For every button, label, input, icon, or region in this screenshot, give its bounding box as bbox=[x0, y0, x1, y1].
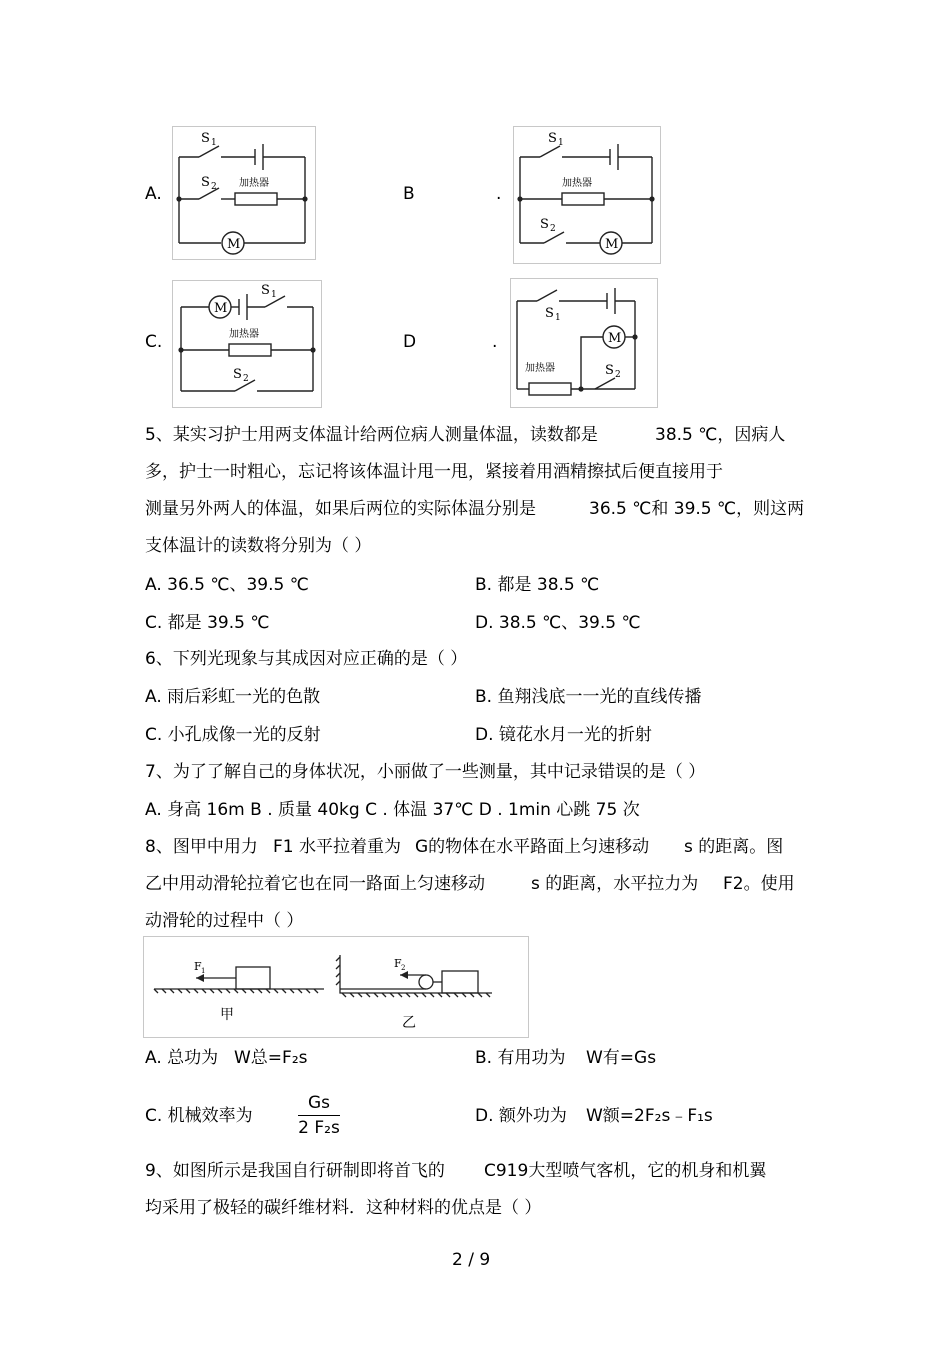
q8-option-a-formula: W总=F₂s bbox=[234, 1048, 308, 1068]
s1-subscript: 1 bbox=[558, 138, 564, 148]
q8-stem-line1-part2: F1 水平拉着重为 bbox=[273, 837, 401, 857]
q6-option-c: C. 小孔成像一光的反射 bbox=[145, 725, 321, 745]
circuit-diagram-b bbox=[513, 126, 661, 264]
option-c-label: C. bbox=[145, 332, 163, 352]
q7-stem: 7、为了了解自己的身体状况，小丽做了一些测量，其中记录错误的是（ ） bbox=[145, 762, 706, 782]
fraction-numerator: Gs bbox=[298, 1095, 340, 1116]
q8-stem-line1-part4: s 的距离。图 bbox=[684, 837, 784, 857]
q5-stem-line3: 测量另外两人的体温，如果后两位的实际体温分别是 bbox=[145, 499, 536, 519]
s1-subscript: 1 bbox=[555, 313, 561, 323]
s1-label: S bbox=[545, 306, 554, 321]
q8-option-d: D. 额外功为 bbox=[475, 1106, 567, 1126]
s2-label: S bbox=[540, 217, 549, 232]
f1-label: F bbox=[194, 960, 202, 973]
q8-option-d-formula: W额=2F₂s﹣F₁s bbox=[586, 1106, 713, 1126]
circuit-diagram-c bbox=[172, 280, 322, 408]
option-b-dot: . bbox=[496, 184, 502, 204]
s2-subscript: 2 bbox=[243, 374, 249, 384]
motor-label: M bbox=[214, 301, 228, 316]
figure-yi-caption: 乙 bbox=[402, 1015, 416, 1031]
pulley-figure bbox=[143, 936, 529, 1038]
q8-stem-line1: 8、图甲中用力 bbox=[145, 837, 258, 857]
q8-stem-line2-part3: F2。使用 bbox=[723, 874, 795, 894]
q8-option-a: A. 总功为 bbox=[145, 1048, 219, 1068]
circuit-diagram-a bbox=[172, 126, 316, 260]
q5-option-d: D. 38.5 ℃、39.5 ℃ bbox=[475, 613, 641, 633]
q5-stem-line3-values: 36.5 ℃和 39.5 ℃，则这两 bbox=[589, 499, 805, 519]
q9-stem-line1: 9、如图所示是我国自行研制即将首飞的 bbox=[145, 1161, 445, 1181]
s1-subscript: 1 bbox=[211, 138, 217, 148]
q5-option-c: C. 都是 39.5 ℃ bbox=[145, 613, 270, 633]
q8-stem-line3: 动滑轮的过程中（ ） bbox=[145, 911, 304, 931]
motor-label: M bbox=[608, 331, 622, 346]
s1-label: S bbox=[201, 131, 210, 146]
option-a-label: A. bbox=[145, 184, 162, 204]
q5-stem-line1: 5、某实习护士用两支体温计给两位病人测量体温，读数都是 bbox=[145, 425, 598, 445]
q9-stem-line1-part2: C919大型喷气客机，它的机身和机翼 bbox=[484, 1161, 767, 1181]
page-number: 2 / 9 bbox=[452, 1250, 491, 1270]
motor-label: M bbox=[605, 237, 619, 252]
s2-label: S bbox=[233, 367, 242, 382]
q5-option-a: A. 36.5 ℃、39.5 ℃ bbox=[145, 575, 309, 595]
s2-subscript: 2 bbox=[550, 224, 556, 234]
option-d-dot: . bbox=[492, 332, 498, 352]
q7-options: A. 身高 16m B . 质量 40kg C . 体温 37℃ D . 1min 心跳 75 次 bbox=[145, 800, 640, 820]
q8-stem-line2: 乙中用动滑轮拉着它也在同一路面上匀速移动 bbox=[145, 874, 485, 894]
q9-stem-line2: 均采用了极轻的碳纤维材料．这种材料的优点是（ ） bbox=[145, 1198, 542, 1218]
figure-jia-caption: 甲 bbox=[220, 1007, 234, 1023]
efficiency-fraction bbox=[298, 1095, 340, 1137]
s2-subscript: 2 bbox=[615, 370, 621, 380]
heater-label: 加热器 bbox=[229, 329, 259, 340]
q8-option-b: B. 有用功为 bbox=[475, 1048, 566, 1068]
q6-option-b: B. 鱼翔浅底一一光的直线传播 bbox=[475, 687, 702, 707]
f2-label: F bbox=[394, 957, 402, 970]
s2-label: S bbox=[201, 175, 210, 190]
heater-label: 加热器 bbox=[525, 363, 555, 374]
heater-label: 加热器 bbox=[562, 178, 592, 189]
q5-stem-line1-value: 38.5 ℃，因病人 bbox=[655, 425, 786, 445]
s2-subscript: 2 bbox=[211, 182, 217, 192]
q5-option-b: B. 都是 38.5 ℃ bbox=[475, 575, 600, 595]
q8-option-b-formula: W有=Gs bbox=[586, 1048, 657, 1068]
q6-option-a: A. 雨后彩虹一光的色散 bbox=[145, 687, 321, 707]
q6-stem: 6、下列光现象与其成因对应正确的是（ ） bbox=[145, 649, 468, 669]
fraction-denominator: 2 F₂s bbox=[298, 1118, 340, 1138]
option-d-label: D bbox=[403, 332, 417, 352]
motor-label: M bbox=[227, 237, 241, 252]
q6-option-d: D. 镜花水月一光的折射 bbox=[475, 725, 652, 745]
circuit-diagram-d bbox=[510, 278, 658, 408]
q8-option-c: C. 机械效率为 bbox=[145, 1106, 253, 1126]
s2-label: S bbox=[605, 363, 614, 378]
q8-stem-line2-part2: s 的距离，水平拉力为 bbox=[531, 874, 699, 894]
q5-stem-line4: 支体温计的读数将分别为（ ） bbox=[145, 536, 372, 556]
s1-label: S bbox=[261, 283, 270, 298]
s1-label: S bbox=[548, 131, 557, 146]
q5-stem-line2: 多，护士一时粗心，忘记将该体温计甩一甩，紧接着用酒精擦拭后便直接用于 bbox=[145, 462, 723, 482]
option-b-label: B bbox=[403, 184, 415, 204]
f2-subscript: 2 bbox=[401, 964, 406, 972]
s1-subscript: 1 bbox=[271, 290, 277, 300]
heater-label: 加热器 bbox=[239, 178, 269, 189]
f1-subscript: 1 bbox=[201, 967, 206, 975]
q8-stem-line1-part3: G的物体在水平路面上匀速移动 bbox=[415, 837, 650, 857]
